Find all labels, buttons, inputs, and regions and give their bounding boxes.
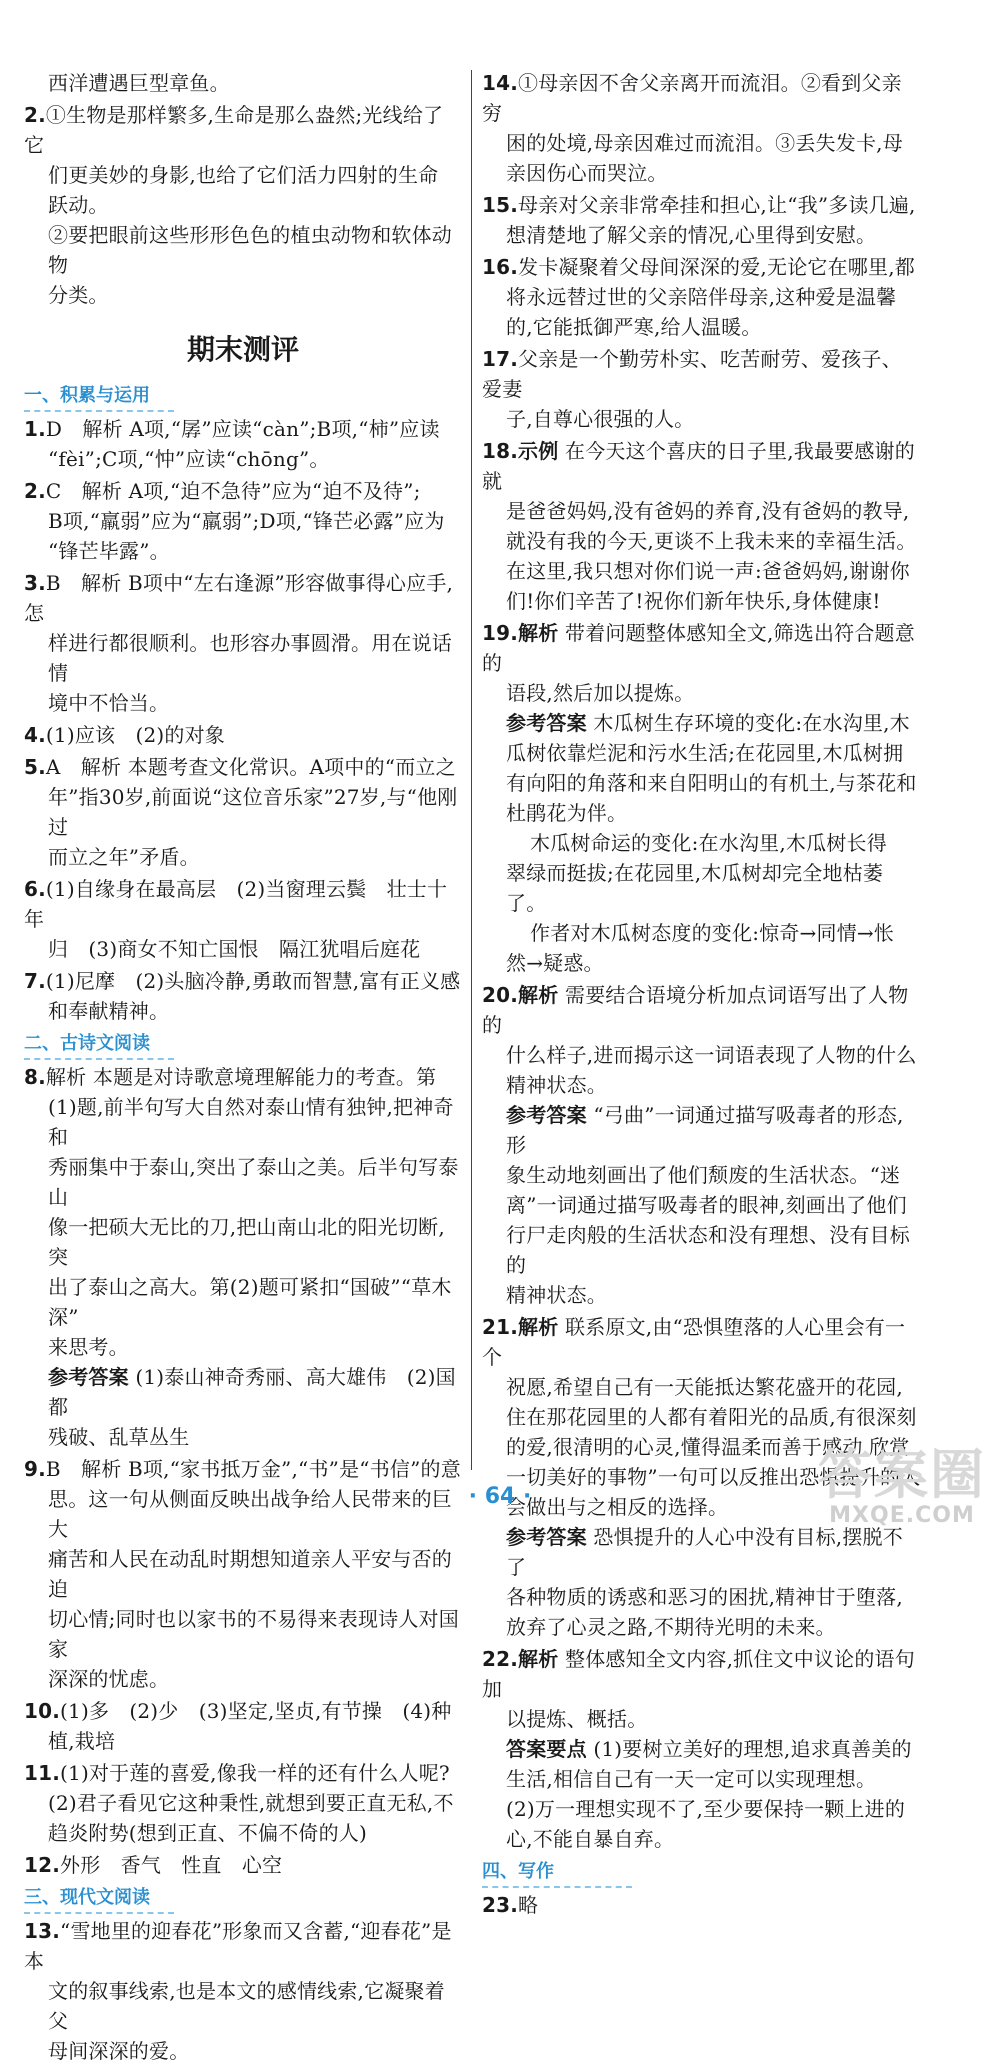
answer-item: 22.解析 整体感知全文内容,抓住文中议论的语句加 以提炼、概括。 答案要点 (1)要树立美好的理想,追求真善美的 生活,相信自己有一天一定可以实现理想。 (2)万一理想实现不了,至少要保持一颗上进的 心,不能自暴自弃。 [482, 1647, 915, 1851]
section-heading-3: 三、现代文阅读 [24, 1884, 174, 1914]
answer-item: 14.①母亲因不舍父亲离开而流泪。②看到父亲穷 困的处境,母亲因难过而流泪。③丢失发卡,母 亲因伤心而哭泣。 [482, 71, 903, 185]
question-2-block: 2.①生物是那样繁多,生命是那么盎然;光线给了它 们更美妙的身影,也给了它们活力四射的生命 跃动。 ②要把眼前这些形形色色的植虫动物和软体动物 分类。 [24, 103, 452, 307]
answer-item: 13.“雪地里的迎春花”形象而又含蓄,“迎春花”是本 文的叙事线索,也是本文的感情线索,它凝聚着父 母间深深的爱。 [24, 1919, 452, 2063]
answer-item: 21.解析 联系原文,由“恐惧堕落的人心里会有一个 祝愿,希望自己有一天能抵达繁花盛开的花园, 住在那花园里的人都有着阳光的品质,有很深刻 的爱,很清明的心灵,懂得温柔而善于感动,欣赏 一切美好的事物”一句可以反推出恐惧提升的人 会做出与之相反的选择。 参考答案 恐惧提升的人心中没有目标,摆脱不了 各种物质的诱惑和恶习的困扰,精神甘于堕落, 放弃了心灵之路,不期待光明的未来。 [482, 1315, 921, 1639]
answer-item: 5.A 解析 本题考查文化常识。A项中的“而立之 年”指30岁,前面说“这位音乐家”27岁,与“他刚过 而立之年”矛盾。 [24, 755, 458, 869]
answer-item: 7.(1)尼摩 (2)头脑冷静,勇敢而智慧,富有正义感 和奉献精神。 [24, 969, 461, 1023]
answer-item: 16.发卡凝聚着父母间深深的爱,无论它在哪里,都 将永远替过世的父亲陪伴母亲,这种爱是温馨 的,它能抵御严寒,给人温暖。 [482, 255, 915, 339]
answer-item: 15.母亲对父亲非常牵挂和担心,让“我”多读几遍, 想清楚地了解父亲的情况,心里得到安慰。 [482, 193, 916, 247]
right-column [482, 68, 922, 1922]
page-title: 期末测评 [186, 333, 299, 366]
answer-tag: 答案要点 [506, 1737, 587, 1761]
section-heading-1: 一、积累与运用 [24, 382, 174, 412]
answer-item: 12.外形 香气 性直 心空 [24, 1853, 283, 1877]
answer-item: 3.B 解析 B项中“左右逢源”形容做事得心应手,怎 样进行都很顺利。也形容办事圆滑。用在说话情 境中不恰当。 [24, 571, 454, 715]
answer-item: 10.(1)多 (2)少 (3)坚定,坚贞,有节操 (4)种 植,栽培 [24, 1699, 452, 1753]
answer-item: 2.C 解析 A项,“迫不急待”应为“迫不及待”; B项,“羸弱”应为“羸弱”;D项,“锋芒必露”应为 “锋芒毕露”。 [24, 479, 445, 563]
page-number: · 64 · [468, 1484, 532, 1509]
question-number: 2. [24, 103, 46, 127]
answer-item: 1.D 解析 A项,“孱”应读“càn”;B项,“柿”应读 “fèi”;C项,“忡”应读“chōng”。 [24, 417, 440, 471]
watermark-logo: 答案圈 MXQE.COM [818, 1443, 986, 1528]
answer-item: 23.略 [482, 1893, 539, 1917]
answer-item: 4.(1)应该 (2)的对象 [24, 723, 225, 747]
answer-item: 8.解析 本题是对诗歌意境理解能力的考查。第 (1)题,前半句写大自然对泰山情有独钟,把神奇和 秀丽集中于泰山,突出了泰山之美。后半句写泰山 像一把硕大无比的刀,把山南山北的阳光切断,突 出了泰山之高大。第(2)题可紧扣“国破”“草木深” 来思考。 参考答案 (1)泰山神奇秀丽、高大雄伟 (2)国都 残破、乱草丛生 [24, 1065, 459, 1449]
answer-tag: 参考答案 [48, 1365, 129, 1389]
section-heading-2: 二、古诗文阅读 [24, 1030, 174, 1060]
answer-item: 19.解析 带着问题整体感知全文,筛选出符合题意的 语段,然后加以提炼。 参考答案 木瓜树生存环境的变化:在水沟里,木 瓜树依靠烂泥和污水生活;在花园里,木瓜树拥 有向阳的角落和来自阳明山的有机土,与茶花和 杜鹃花为伴。 木瓜树命运的变化:在水沟里,木瓜树长得 翠绿而挺拔;在花园里,木瓜树却完全地枯萎了。 作者对木瓜树态度的变化:惊奇→同情→怅 然→疑惑。 [482, 621, 917, 975]
left-column [24, 68, 462, 2068]
answer-item: 18.示例 在今天这个喜庆的日子里,我最要感谢的就 是爸爸妈妈,没有爸妈的养育,没有爸妈的教导, 就没有我的今天,更谈不上我未来的幸福生活。 在这里,我只想对你们说一声:爸爸妈妈,谢谢你 们!你们辛苦了!祝你们新年快乐,身体健康! [482, 439, 917, 613]
answer-tag: 参考答案 [506, 1525, 587, 1549]
answer-tag: 参考答案 [506, 711, 587, 735]
answer-item: 9.B 解析 B项,“家书抵万金”,“书”是“书信”的意 思。这一句从侧面反映出战争给人民带来的巨大 痛苦和人民在动乱时期想知道亲人平安与否的迫 切心情;同时也以家书的不易得来表现诗人对国家 深深的忧虑。 [24, 1457, 461, 1691]
section-heading-4: 四、写作 [482, 1858, 632, 1888]
answer-item: 11.(1)对于莲的喜爱,像我一样的还有什么人呢? (2)君子看见它这种秉性,就想到要正直无私,不 趋炎附势(想到正直、不偏不倚的人) [24, 1761, 454, 1845]
column-divider [471, 70, 472, 1470]
answer-item: 6.(1)自缘身在最高层 (2)当窗理云鬓 壮士十年 归 (3)商女不知亡国恨 隔江犹唱后庭花 [24, 877, 448, 961]
answer-item: 17.父亲是一个勤劳朴实、吃苦耐劳、爱孩子、爱妻 子,自尊心很强的人。 [482, 347, 902, 431]
answer-item: 20.解析 需要结合语境分析加点词语写出了人物的 什么样子,进而揭示这一词语表现了人物的什么 精神状态。 参考答案 “弓曲”一词通过描写吸毒者的形态,形 象生动地刻画出了他们颓废的生活状态。“迷 离”一词通过描写吸毒者的眼神,刻画出了他们 行尸走肉般的生活状态和没有理想、没有目标的 精神状态。 [482, 983, 917, 1307]
intro-line: 西洋遭遇巨型章鱼。 [48, 71, 230, 95]
answer-tag: 参考答案 [506, 1103, 587, 1127]
